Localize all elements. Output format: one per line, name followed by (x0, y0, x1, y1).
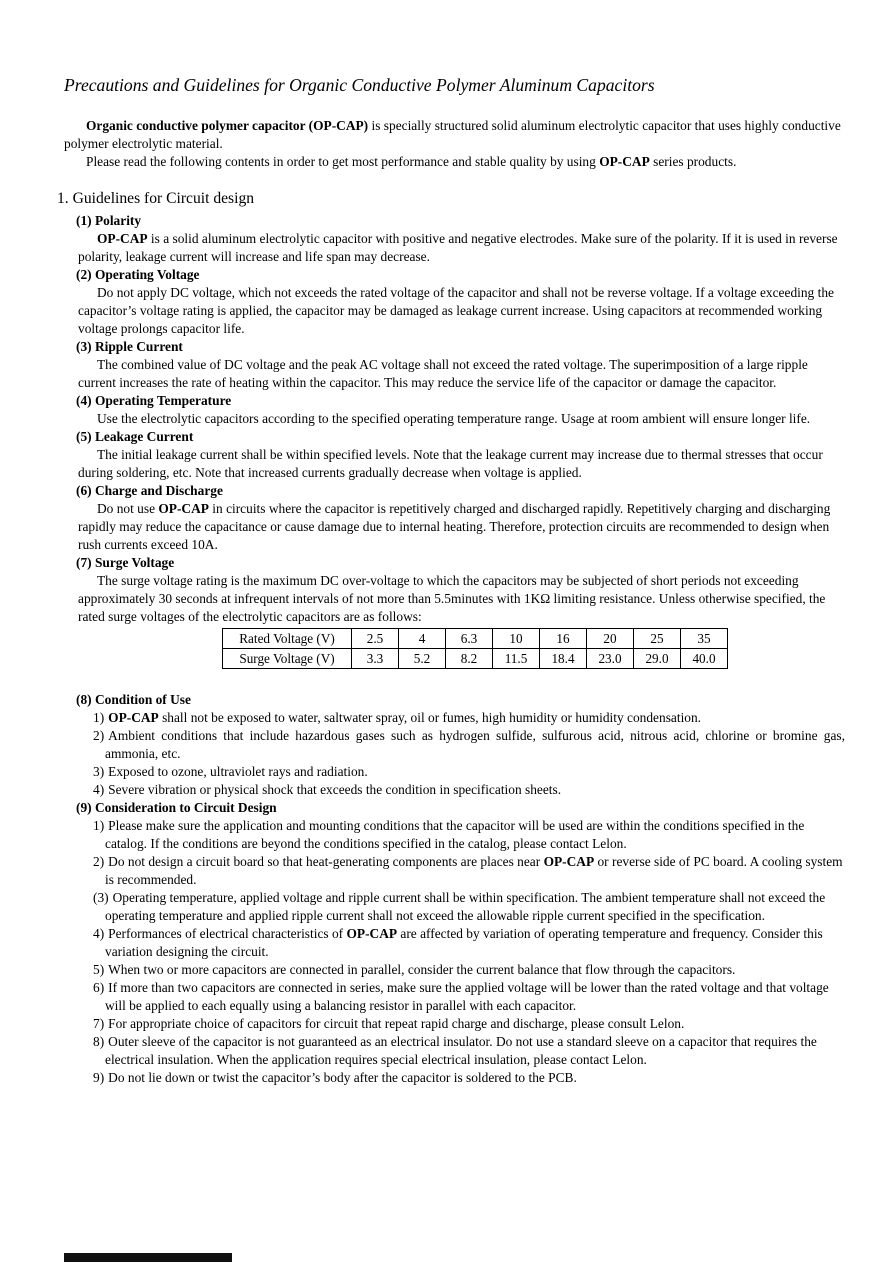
intro-paragraph: Organic conductive polymer capacitor (OP-CAP) is specially structured solid aluminum electrolytic capacitor that uses highly conductive polymer electrolytic material. (64, 118, 841, 151)
value-cell: 2.5 (352, 629, 399, 649)
list-item-marker: 2) (93, 728, 105, 743)
subsection (57, 392, 845, 428)
value-cell: 4 (399, 629, 446, 649)
subsection (57, 266, 845, 338)
list-item: (3) Operating temperature, applied voltage and ripple current shall be within specification. The ambient temperature shall not exceed the operating temperature and applied ripple current shall not exceed the allowable ripple current specified in the specification. (93, 890, 826, 923)
list-item: 2) Do not design a circuit board so that heat-generating components are places near OP-CAP or reverse side of PC board. A cooling system is recommended. (93, 854, 843, 887)
subsection (57, 482, 845, 554)
body-paragraph: The combined value of DC voltage and the peak AC voltage shall not exceed the rated voltage. The superimposition of a large ripple current increases the rate of heating within the capacitor. This may reduce the service life of the capacitor or damage the capacitor. (78, 357, 808, 390)
page-edge-bar (64, 1253, 232, 1262)
body-paragraph: Do not use OP-CAP in circuits where the capacitor is repetitively charged and discharged rapidly. Repetitively charging and discharging rapidly may reduce the capacitance or cause damage due to internal heating. Therefore, protection circuits are recommended to design when rush currents exceed 10A. (78, 501, 831, 552)
document-title: Precautions and Guidelines for Organic Conductive Polymer Aluminum Capacitors (64, 75, 655, 95)
subsection-heading: (9) Consideration to Circuit Design (76, 800, 277, 815)
subsection (57, 799, 845, 1087)
surge-voltage-table (222, 628, 728, 669)
subsection-heading: (1) Polarity (76, 213, 142, 228)
table-row (223, 649, 728, 669)
value-cell: 11.5 (493, 649, 540, 669)
list-item: 1) OP-CAP shall not be exposed to water, saltwater spray, oil or fumes, high humidity or humidity condensation. (93, 710, 702, 725)
subsection-heading: (3) Ripple Current (76, 339, 183, 354)
value-cell: 25 (634, 629, 681, 649)
value-cell: 16 (540, 629, 587, 649)
list-item: 6) If more than two capacitors are connected in series, make sure the applied voltage will be lower than the rated voltage and that voltage will be applied to each equally using a balancing resistor in parallel with each capacitor. (93, 980, 829, 1013)
subsections-container (57, 212, 845, 1087)
value-cell: 40.0 (681, 649, 728, 669)
value-cell: 23.0 (587, 649, 634, 669)
subsection-heading: (7) Surge Voltage (76, 555, 175, 570)
list-item-marker: 6) (93, 980, 105, 995)
body-paragraph: The initial leakage current shall be within specified levels. Note that the leakage current may increase due to thermal stresses that occur during soldering, etc. Note that increased currents gradually decrease when voltage is applied. (78, 447, 823, 480)
value-cell: 10 (493, 629, 540, 649)
list-item: 7) For appropriate choice of capacitors for circuit that repeat rapid charge and discharge, please consult Lelon. (93, 1016, 685, 1031)
body-paragraph: Use the electrolytic capacitors according to the specified operating temperature range. Usage at room ambient will ensure longer life. (97, 411, 811, 426)
list-item-marker: 2) (93, 854, 105, 869)
list-item: 4) Severe vibration or physical shock that exceeds the condition in specification sheets. (93, 782, 562, 797)
list-item-marker: 3) (93, 764, 105, 779)
row-label-cell: Surge Voltage (V) (223, 649, 352, 669)
intro-section (57, 117, 845, 171)
list-item: 5) When two or more capacitors are connected in parallel, consider the current balance that flow through the capacitors. (93, 962, 736, 977)
list-item-marker: 9) (93, 1070, 105, 1085)
subsection-heading: (5) Leakage Current (76, 429, 194, 444)
row-label-cell: Rated Voltage (V) (223, 629, 352, 649)
list-item-marker: 8) (93, 1034, 105, 1049)
subsection (57, 554, 845, 669)
subsection (57, 691, 845, 799)
list-item: 2) Ambient conditions that include hazardous gases such as hydrogen sulfide, sulfurous acid, nitrous acid, chlorine or bromine gas, ammonia, etc. (93, 728, 845, 761)
subsection (57, 428, 845, 482)
value-cell: 8.2 (446, 649, 493, 669)
subsection-heading: (4) Operating Temperature (76, 393, 232, 408)
list-item-marker: 7) (93, 1016, 105, 1031)
table-row (223, 629, 728, 649)
list-item: 9) Do not lie down or twist the capacitor’s body after the capacitor is soldered to the PCB. (93, 1070, 577, 1085)
section-heading: 1. Guidelines for Circuit design (57, 190, 255, 207)
subsection-heading: (2) Operating Voltage (76, 267, 200, 282)
subsection (57, 212, 845, 266)
subsection (57, 338, 845, 392)
body-paragraph: Do not apply DC voltage, which not exceeds the rated voltage of the capacitor and shall not be reverse voltage. If a voltage exceeding the capacitor’s voltage rating is applied, the capacitor may be damaged as leakage current increase. Using capacitors at recommended working voltage prolongs capacitor life. (78, 285, 834, 336)
list-item: 3) Exposed to ozone, ultraviolet rays and radiation. (93, 764, 368, 779)
value-cell: 20 (587, 629, 634, 649)
list-item-marker: 1) (93, 818, 105, 833)
value-cell: 6.3 (446, 629, 493, 649)
body-paragraph: The surge voltage rating is the maximum DC over-voltage to which the capacitors may be subjected of short periods not exceeding approximately 30 seconds at infrequent intervals of not more than 5.5minutes with 1KΩ limiting resistance. Unless otherwise specified, the rated surge voltages of the electrolytic capacitors are as follows: (78, 573, 826, 624)
value-cell: 35 (681, 629, 728, 649)
value-cell: 18.4 (540, 649, 587, 669)
subsection-heading: (6) Charge and Discharge (76, 483, 223, 498)
list-item-marker: 4) (93, 926, 105, 941)
intro-paragraph: Please read the following contents in order to get most performance and stable quality by using OP-CAP series products. (86, 154, 737, 169)
list-item-marker: (3) (93, 890, 109, 905)
list-item: 4) Performances of electrical characteristics of OP-CAP are affected by variation of operating temperature and frequency. Consider this variation designing the circuit. (93, 926, 823, 959)
list-item: 1) Please make sure the application and mounting conditions that the capacitor will be used are within the conditions specified in the catalog. If the conditions are beyond the conditions specified in the catalog, please contact Lelon. (93, 818, 805, 851)
value-cell: 5.2 (399, 649, 446, 669)
value-cell: 29.0 (634, 649, 681, 669)
list-item-marker: 4) (93, 782, 105, 797)
value-cell: 3.3 (352, 649, 399, 669)
list-item-marker: 1) (93, 710, 105, 725)
body-paragraph: OP-CAP is a solid aluminum electrolytic capacitor with positive and negative electrodes. Make sure of the polarity. If it is used in reverse polarity, leakage current will increase and life span may decrease. (78, 231, 838, 264)
list-item: 8) Outer sleeve of the capacitor is not guaranteed as an electrical insulator. Do not use a standard sleeve on a capacitor that requires the electrical insulation. When the application requires special electrical insulation, please contact Lelon. (93, 1034, 817, 1067)
subsection-heading: (8) Condition of Use (76, 692, 191, 707)
list-item-marker: 5) (93, 962, 105, 977)
